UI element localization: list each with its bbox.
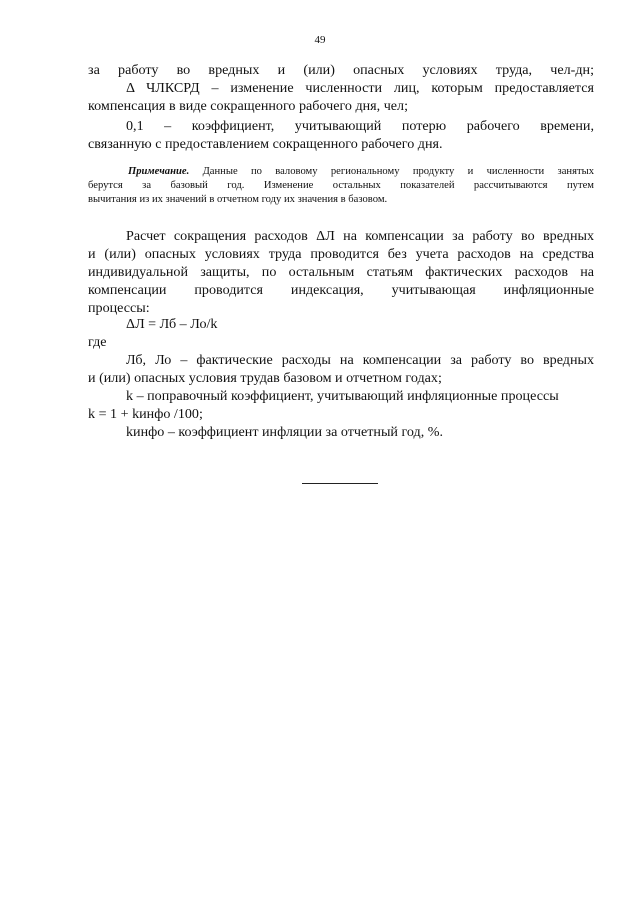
note-line: берутся за базовый год. Изменение остальных показателей рассчитываются путем [88,180,594,191]
text-line: Δ ЧЛКСРД – изменение численности лиц, которым предоставляется [126,80,594,96]
formula: ΔЛ = Лб – Ло/k [126,316,218,332]
note-line: вычитания из их значений в отчетном году их значения в базовом. [88,194,388,205]
text-line: компенсация в виде сокращенного рабочего дня, чел; [88,98,408,114]
definition-line: k = 1 + kинфо /100; [88,406,203,422]
paragraph-line: индивидуальной защиты, по остальным статьям фактических расходов на [88,264,594,280]
text-line: связанную с предоставлением сокращенного рабочего дня. [88,136,443,152]
definition-line: и (или) опасных условия трудав базовом и отчетном годах; [88,370,442,386]
note-label: Примечание. [128,166,190,177]
note-line [88,165,594,179]
note-text: Данные по валовому региональному продукту и численности занятых [202,166,594,177]
paragraph-line: компенсации проводится индексация, учитывающая инфляционные [88,282,594,298]
paragraph-line: Расчет сокращения расходов ΔЛ на компенсации за работу во вредных [126,228,594,244]
where-label: где [88,334,107,350]
page-number: 49 [314,34,326,46]
definition-line: k – поправочный коэффициент, учитывающий инфляционные процессы [126,388,559,404]
closing-rule [302,483,378,484]
paragraph-line: и (или) опасных условиях труда проводится без учета расходов на средства [88,246,594,262]
text-line: 0,1 – коэффициент, учитывающий потерю рабочего времени, [126,118,594,134]
definition-line: Лб, Ло – фактические расходы на компенсации за работу во вредных [126,352,594,368]
text-line: за работу во вредных и (или) опасных условиях труда, чел-дн; [88,62,594,78]
definition-line: kинфо – коэффициент инфляции за отчетный год, %. [126,424,444,440]
paragraph-line: процессы: [88,300,150,316]
